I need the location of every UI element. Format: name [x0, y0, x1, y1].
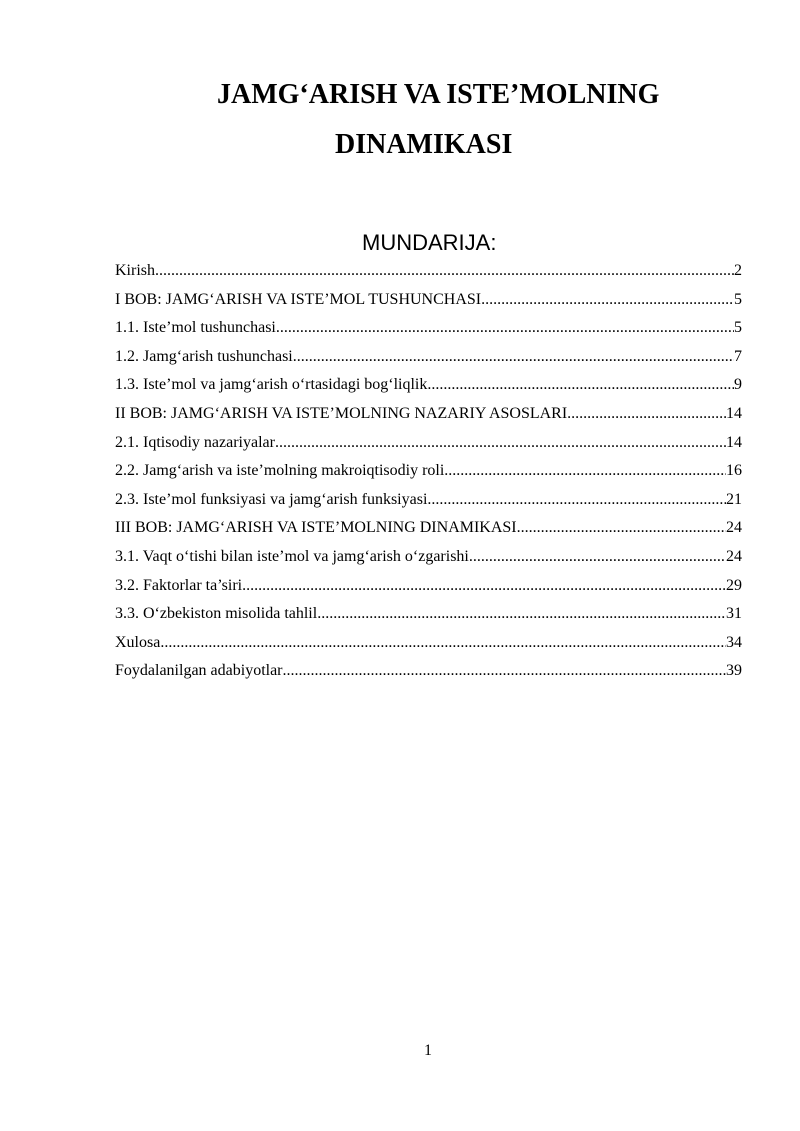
toc-entry-label: I BOB: JAMG‘ARISH VA ISTE’MOL TUSHUNCHASI: [115, 290, 482, 308]
toc-entry-page: 21: [726, 490, 742, 508]
toc-leader-dots: [469, 543, 726, 572]
toc-entry[interactable]: [115, 429, 742, 458]
toc-entry-label: 1.3. Iste’mol va jamg‘arish o‘rtasidagi bog‘liqlik: [115, 376, 428, 394]
toc-entry-label: II BOB: JAMG‘ARISH VA ISTE’MOLNING NAZARIY ASOSLARI: [115, 404, 568, 422]
toc-entry[interactable]: [115, 486, 742, 515]
toc-entry-label: 2.1. Iqtisodiy nazariyalar: [115, 433, 275, 451]
toc-leader-dots: [293, 343, 734, 372]
toc-entry-page: 14: [726, 404, 742, 422]
toc-leader-dots: [242, 572, 726, 601]
page-number: 1: [424, 1042, 432, 1059]
toc-leader-dots: [444, 457, 726, 486]
toc-entry[interactable]: [115, 257, 742, 286]
toc-leader-dots: [160, 629, 726, 658]
toc-entry-page: 16: [726, 462, 742, 480]
toc-leader-dots: [276, 314, 734, 343]
toc-entry-label: 1.1. Iste’mol tushunchasi: [115, 319, 276, 337]
toc-entry[interactable]: [115, 514, 742, 543]
toc-leader-dots: [481, 286, 734, 315]
toc-entry-page: 39: [726, 662, 742, 680]
toc-leader-dots: [567, 400, 726, 429]
toc-entry[interactable]: [115, 572, 742, 601]
toc-entry[interactable]: [115, 600, 742, 629]
toc-heading: MUNDARIJA:: [362, 230, 497, 255]
toc-entry-page: 9: [734, 376, 742, 394]
toc-entry-page: 7: [734, 347, 742, 365]
toc-entry-label: 2.2. Jamg‘arish va iste’molning makroiqtisodiy roli: [115, 462, 445, 480]
toc-entry-page: 24: [726, 519, 742, 537]
toc-leader-dots: [283, 657, 726, 686]
toc-entry[interactable]: [115, 657, 742, 686]
toc-entry-page: 14: [726, 433, 742, 451]
table-of-contents: [115, 257, 742, 686]
toc-entry-label: Xulosa: [115, 633, 161, 651]
toc-entry-label: 3.1. Vaqt o‘tishi bilan iste’mol va jamg‘arish o‘zgarishi: [115, 547, 469, 565]
toc-entry-label: 3.3. O‘zbekiston misolida tahlil: [115, 605, 318, 623]
toc-entry[interactable]: [115, 629, 742, 658]
toc-entry[interactable]: [115, 457, 742, 486]
toc-entry-label: 1.2. Jamg‘arish tushunchasi: [115, 347, 293, 365]
toc-entry-page: 31: [726, 605, 742, 623]
toc-leader-dots: [427, 486, 726, 515]
toc-entry-page: 24: [726, 547, 742, 565]
toc-entry-label: 2.3. Iste’mol funksiyasi va jamg‘arish funksiyasi: [115, 490, 428, 508]
toc-entry-label: 3.2. Faktorlar ta’siri: [115, 576, 243, 594]
toc-entry[interactable]: [115, 314, 742, 343]
toc-entry[interactable]: [115, 371, 742, 400]
toc-entry[interactable]: [115, 400, 742, 429]
toc-entry-page: 5: [734, 290, 742, 308]
toc-entry-page: 34: [726, 633, 742, 651]
toc-entry-page: 2: [734, 262, 742, 279]
toc-leader-dots: [275, 429, 726, 458]
document-title-line-1: JAMG‘ARISH VA ISTE’MOLNING: [217, 79, 660, 110]
toc-leader-dots: [317, 600, 726, 629]
toc-leader-dots: [155, 257, 734, 286]
document-title-line-2: DINAMIKASI: [335, 129, 513, 160]
toc-leader-dots: [427, 371, 734, 400]
toc-entry[interactable]: [115, 286, 742, 315]
toc-entry-label: III BOB: JAMG‘ARISH VA ISTE’MOLNING DINAMIKASI: [115, 519, 517, 537]
toc-entry-label: Foydalanilgan adabiyotlar: [115, 662, 283, 680]
toc-entry-page: 5: [734, 319, 742, 337]
toc-entry-page: 29: [726, 576, 742, 594]
toc-leader-dots: [517, 514, 726, 543]
toc-entry[interactable]: [115, 543, 742, 572]
toc-entry[interactable]: [115, 343, 742, 372]
toc-entry-label: Kirish: [115, 262, 155, 279]
